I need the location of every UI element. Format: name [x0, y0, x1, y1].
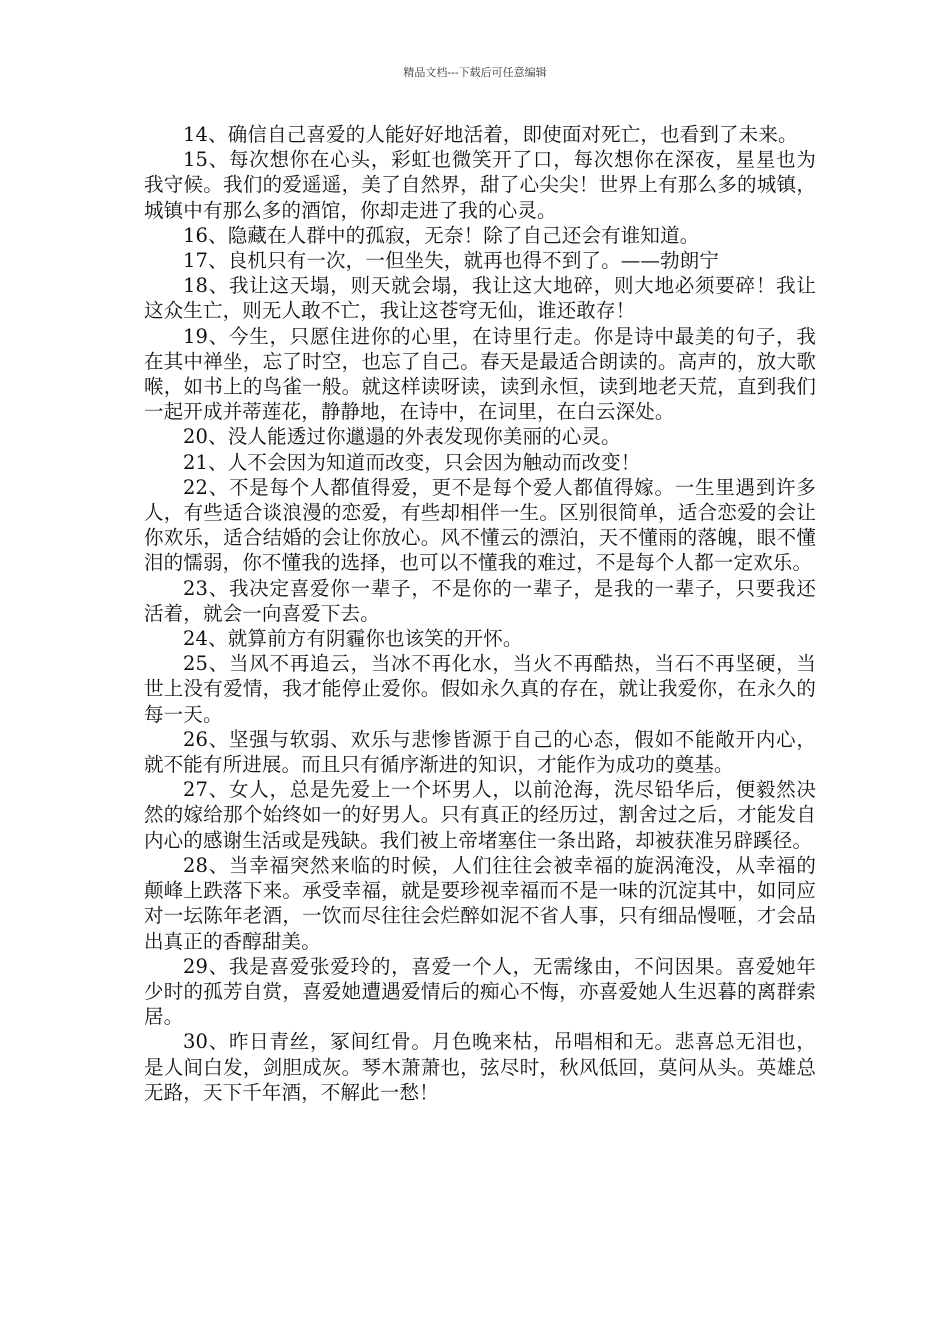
paragraph: 23、我决定喜爱你一辈子，不是你的一辈子，是我的一辈子，只要我还活着，就会一向喜爱下去。 [144, 576, 816, 625]
paragraph: 20、没人能透过你邋遢的外表发现你美丽的心灵。 [183, 425, 621, 449]
paragraph: 30、昨日青丝，冢间红骨。月色晚来枯，吊唱相和无。悲喜总无泪也，是人间白发，剑胆成灰。琴木萧萧也，弦尽时，秋风低回，莫问从头。英雄总无路，天下千年酒，不解此一愁！ [144, 1030, 816, 1104]
paragraph: 21、人不会因为知道而改变，只会因为触动而改变！ [183, 450, 641, 474]
paragraph: 24、就算前方有阴霾你也该笑的开怀。 [183, 627, 523, 651]
paragraph: 19、今生，只愿住进你的心里，在诗里行走。你是诗中最美的句子，我在其中禅坐，忘了时空，也忘了自己。春天是最适合朗读的。高声的，放大歌喉，如书上的鸟雀一般。就这样读呀读，读到永恒，读到地老天荒，直到我们一起开成并蒂莲花，静静地，在诗中，在词里，在白云深处。 [144, 324, 816, 424]
paragraph: 14、确信自己喜爱的人能好好地活着，即使面对死亡，也看到了未来。 [183, 123, 798, 146]
paragraph: 16、隐藏在人群中的孤寂，无奈！除了自己还会有谁知道。 [183, 223, 700, 247]
paragraph: 22、不是每个人都值得爱，更不是每个爱人都值得嫁。一生里遇到许多人，有些适合谈浪漫的恋爱，有些却相伴一生。区别很简单，适合恋爱的会让你欢乐，适合结婚的会让你放心。风不懂云的漂泊，天不懂雨的落魄，眼不懂泪的懦弱，你不懂我的选择，也可以不懂我的难过，不是每个人都一定欢乐。 [144, 475, 816, 575]
document-body [144, 122, 816, 1105]
page-header: 精品文档---下载后可任意编辑 [403, 66, 547, 79]
paragraph: 26、坚强与软弱、欢乐与悲惨皆源于自己的心态，假如不能敞开内心，就不能有所进展。而且只有循序渐进的知识，才能作为成功的奠基。 [144, 727, 816, 777]
paragraph: 29、我是喜爱张爱玲的，喜爱一个人，无需缘由，不问因果。喜爱她年少时的孤芳自赏，喜爱她遭遇爱情后的痴心不悔，亦喜爱她人生迟暮的离群索居。 [144, 954, 816, 1029]
paragraph: 18、我让这天塌，则天就会塌，我让这大地碎，则大地必须要碎！我让这众生亡，则无人敢不亡，我让这苍穹无仙，谁还敢存！ [144, 274, 816, 323]
paragraph: 27、女人，总是先爱上一个坏男人，以前沧海，洗尽铅华后，便毅然决然的嫁给那个始终如一的好男人。只有真正的经历过，割舍过之后，才能发自内心的感谢生活或是残缺。我们被上帝堵塞住一条出路，却被获准另辟蹊径。 [144, 778, 816, 852]
paragraph: 17、良机只有一次，一但坐失，就再也得不到了。——勃朗宁 [183, 249, 720, 273]
paragraph: 28、当幸福突然来临的时候，人们往往会被幸福的旋涡淹没，从幸福的颠峰上跌落下来。承受幸福，就是要珍视幸福而不是一味的沉淀其中，如同应对一坛陈年老酒，一饮而尽往往会烂醉如泥不省人事，只有细品慢咂，才会品出真正的香醇甜美。 [144, 853, 816, 953]
paragraph: 25、当风不再追云，当冰不再化水，当火不再酷热，当石不再坚硬，当世上没有爱情，我才能停止爱你。假如永久真的存在，就让我爱你，在永久的每一天。 [144, 652, 816, 726]
paragraph: 15、每次想你在心头，彩虹也微笑开了口，每次想你在深夜，星星也为我守候。我们的爱遥遥，美了自然界，甜了心尖尖！世界上有那么多的城镇，城镇中有那么多的酒馆，你却走进了我的心灵。 [144, 148, 816, 222]
